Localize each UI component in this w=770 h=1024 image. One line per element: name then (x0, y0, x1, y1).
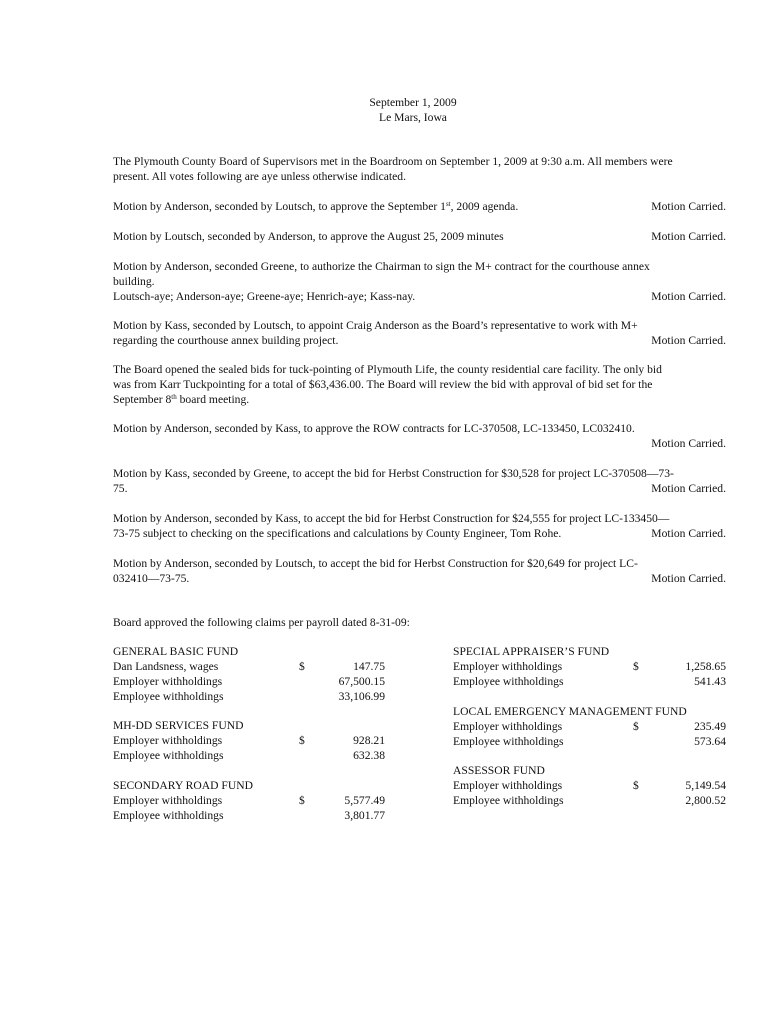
claim-amount: 541.43 (694, 675, 726, 688)
motion-text-line: Motion by Kass, seconded by Greene, to accept the bid for Herbst Construction for $30,528 for project LC-370508—73- (113, 467, 674, 480)
claim-label: Employee withholdings (113, 809, 224, 822)
motion-bid-lc133450 (113, 511, 726, 541)
claim-amount: 3,801.77 (344, 809, 385, 822)
claim-label: Employer withholdings (113, 794, 223, 807)
motion-board-representative (113, 318, 726, 348)
motion-text-line: building. (113, 275, 155, 288)
claim-label: Employer withholdings (113, 675, 223, 688)
intro-line-1: The Plymouth County Board of Supervisors met in the Boardroom on September 1, 2009 at 9:30 a.m. All members were (113, 155, 673, 168)
claim-amount: 5,577.49 (344, 794, 385, 807)
claim-label: Employer withholdings (453, 720, 563, 733)
meeting-location: Le Mars, Iowa (379, 111, 447, 124)
motion-text-line: 73-75 subject to checking on the specifications and calculations by County Engineer, Tom Rohe. (113, 527, 562, 540)
claim-label: Employer withholdings (453, 660, 563, 673)
claim-amount: 147.75 (353, 660, 385, 673)
claim-label: Employee withholdings (453, 675, 564, 688)
claim-amount: 928.21 (353, 734, 385, 747)
claim-label: Employee withholdings (453, 794, 564, 807)
claim-label: Employee withholdings (113, 749, 224, 762)
special-appraisers-fund (453, 644, 726, 689)
motion-bid-lc032410 (113, 556, 726, 586)
motion-agenda (113, 199, 726, 214)
claim-label: Employee withholdings (113, 690, 224, 703)
motion-row-contracts (113, 421, 726, 451)
fund-title: MH-DD SERVICES FUND (113, 719, 244, 732)
claim-amount: 632.38 (353, 749, 385, 762)
meeting-date: September 1, 2009 (369, 96, 457, 109)
intro-line-2: present. All votes following are aye unless otherwise indicated. (113, 170, 406, 183)
motion-minutes-text: Motion by Loutsch, seconded by Anderson, to approve the August 25, 2009 minutes (113, 230, 504, 243)
currency-symbol: $ (299, 794, 305, 807)
claim-amount: 235.49 (694, 720, 726, 733)
motion-text-line: Motion by Kass, seconded by Loutsch, to appoint Craig Anderson as the Board’s representative to work with M+ (113, 319, 638, 332)
motion-agenda-text: Motion by Anderson, seconded by Loutsch, to approve the September 1st, 2009 agenda. (113, 200, 519, 213)
claim-amount: 2,800.52 (685, 794, 726, 807)
fund-title: SECONDARY ROAD FUND (113, 779, 254, 792)
motion-text-line: Motion by Anderson, seconded by Kass, to approve the ROW contracts for LC-370508, LC-133450, LC032410. (113, 422, 635, 435)
general-basic-fund (113, 644, 393, 704)
mhdd-services-fund (113, 718, 393, 763)
bids-text-line: The Board opened the sealed bids for tuck-pointing of Plymouth Life, the county residential care facility. The only bid (113, 363, 662, 376)
motion-carried-label: Motion Carried. (651, 437, 726, 450)
motion-minutes (113, 229, 726, 244)
motion-text-line: Motion by Anderson, seconded by Kass, to accept the bid for Herbst Construction for $24,555 for project LC-133450— (113, 512, 670, 525)
motion-carried-label: Motion Carried. (651, 482, 726, 495)
motion-text-line: regarding the courthouse annex building project. (113, 334, 339, 347)
claims-intro: Board approved the following claims per payroll dated 8-31-09: (113, 616, 410, 629)
motion-carried-label: Motion Carried. (651, 572, 726, 585)
secondary-road-fund (113, 778, 393, 823)
claim-label: Employer withholdings (113, 734, 223, 747)
claim-label: Employer withholdings (453, 779, 563, 792)
currency-symbol: $ (299, 660, 305, 673)
roll-call-votes: Loutsch-aye; Anderson-aye; Greene-aye; Henrich-aye; Kass-nay. (113, 290, 416, 303)
fund-title: SPECIAL APPRAISER’S FUND (453, 645, 610, 658)
currency-symbol: $ (299, 734, 305, 747)
bids-text-line: was from Karr Tuckpointing for a total of $63,436.00. The Board will review the bid with approval of bid set for the (113, 378, 653, 391)
motion-text-line: Motion by Anderson, seconded by Loutsch, to accept the bid for Herbst Construction for $20,649 for project LC- (113, 557, 638, 570)
intro-paragraph (113, 154, 726, 184)
motion-carried-label: Motion Carried. (651, 527, 726, 540)
claim-label: Dan Landsness, wages (113, 660, 219, 673)
fund-title: LOCAL EMERGENCY MANAGEMENT FUND (453, 705, 687, 718)
claim-amount: 5,149.54 (685, 779, 726, 792)
fund-title: ASSESSOR FUND (453, 764, 545, 777)
motion-carried-label: Motion Carried. (651, 290, 726, 303)
motion-mplus-contract (113, 259, 726, 304)
motion-carried-label: Motion Carried. (651, 200, 726, 213)
fund-title: GENERAL BASIC FUND (113, 645, 239, 658)
claim-amount: 67,500.15 (338, 675, 385, 688)
currency-symbol: $ (633, 660, 639, 673)
currency-symbol: $ (633, 720, 639, 733)
local-emergency-management-fund (453, 704, 726, 749)
assessor-fund (453, 763, 726, 808)
claim-amount: 33,106.99 (338, 690, 385, 703)
bids-text-line: September 8th board meeting. (113, 393, 250, 406)
claim-amount: 573.64 (694, 735, 726, 748)
motion-text-line: 032410—73-75. (113, 572, 190, 585)
motion-carried-label: Motion Carried. (651, 334, 726, 347)
motion-bid-lc370508 (113, 466, 726, 496)
currency-symbol: $ (633, 779, 639, 792)
claim-amount: 1,258.65 (685, 660, 726, 673)
motion-text-line: Motion by Anderson, seconded Greene, to authorize the Chairman to sign the M+ contract for the courthouse annex (113, 260, 650, 273)
sealed-bids-paragraph (113, 362, 726, 407)
motion-text-line: 75. (113, 482, 128, 495)
claim-label: Employee withholdings (453, 735, 564, 748)
motion-carried-label: Motion Carried. (651, 230, 726, 243)
